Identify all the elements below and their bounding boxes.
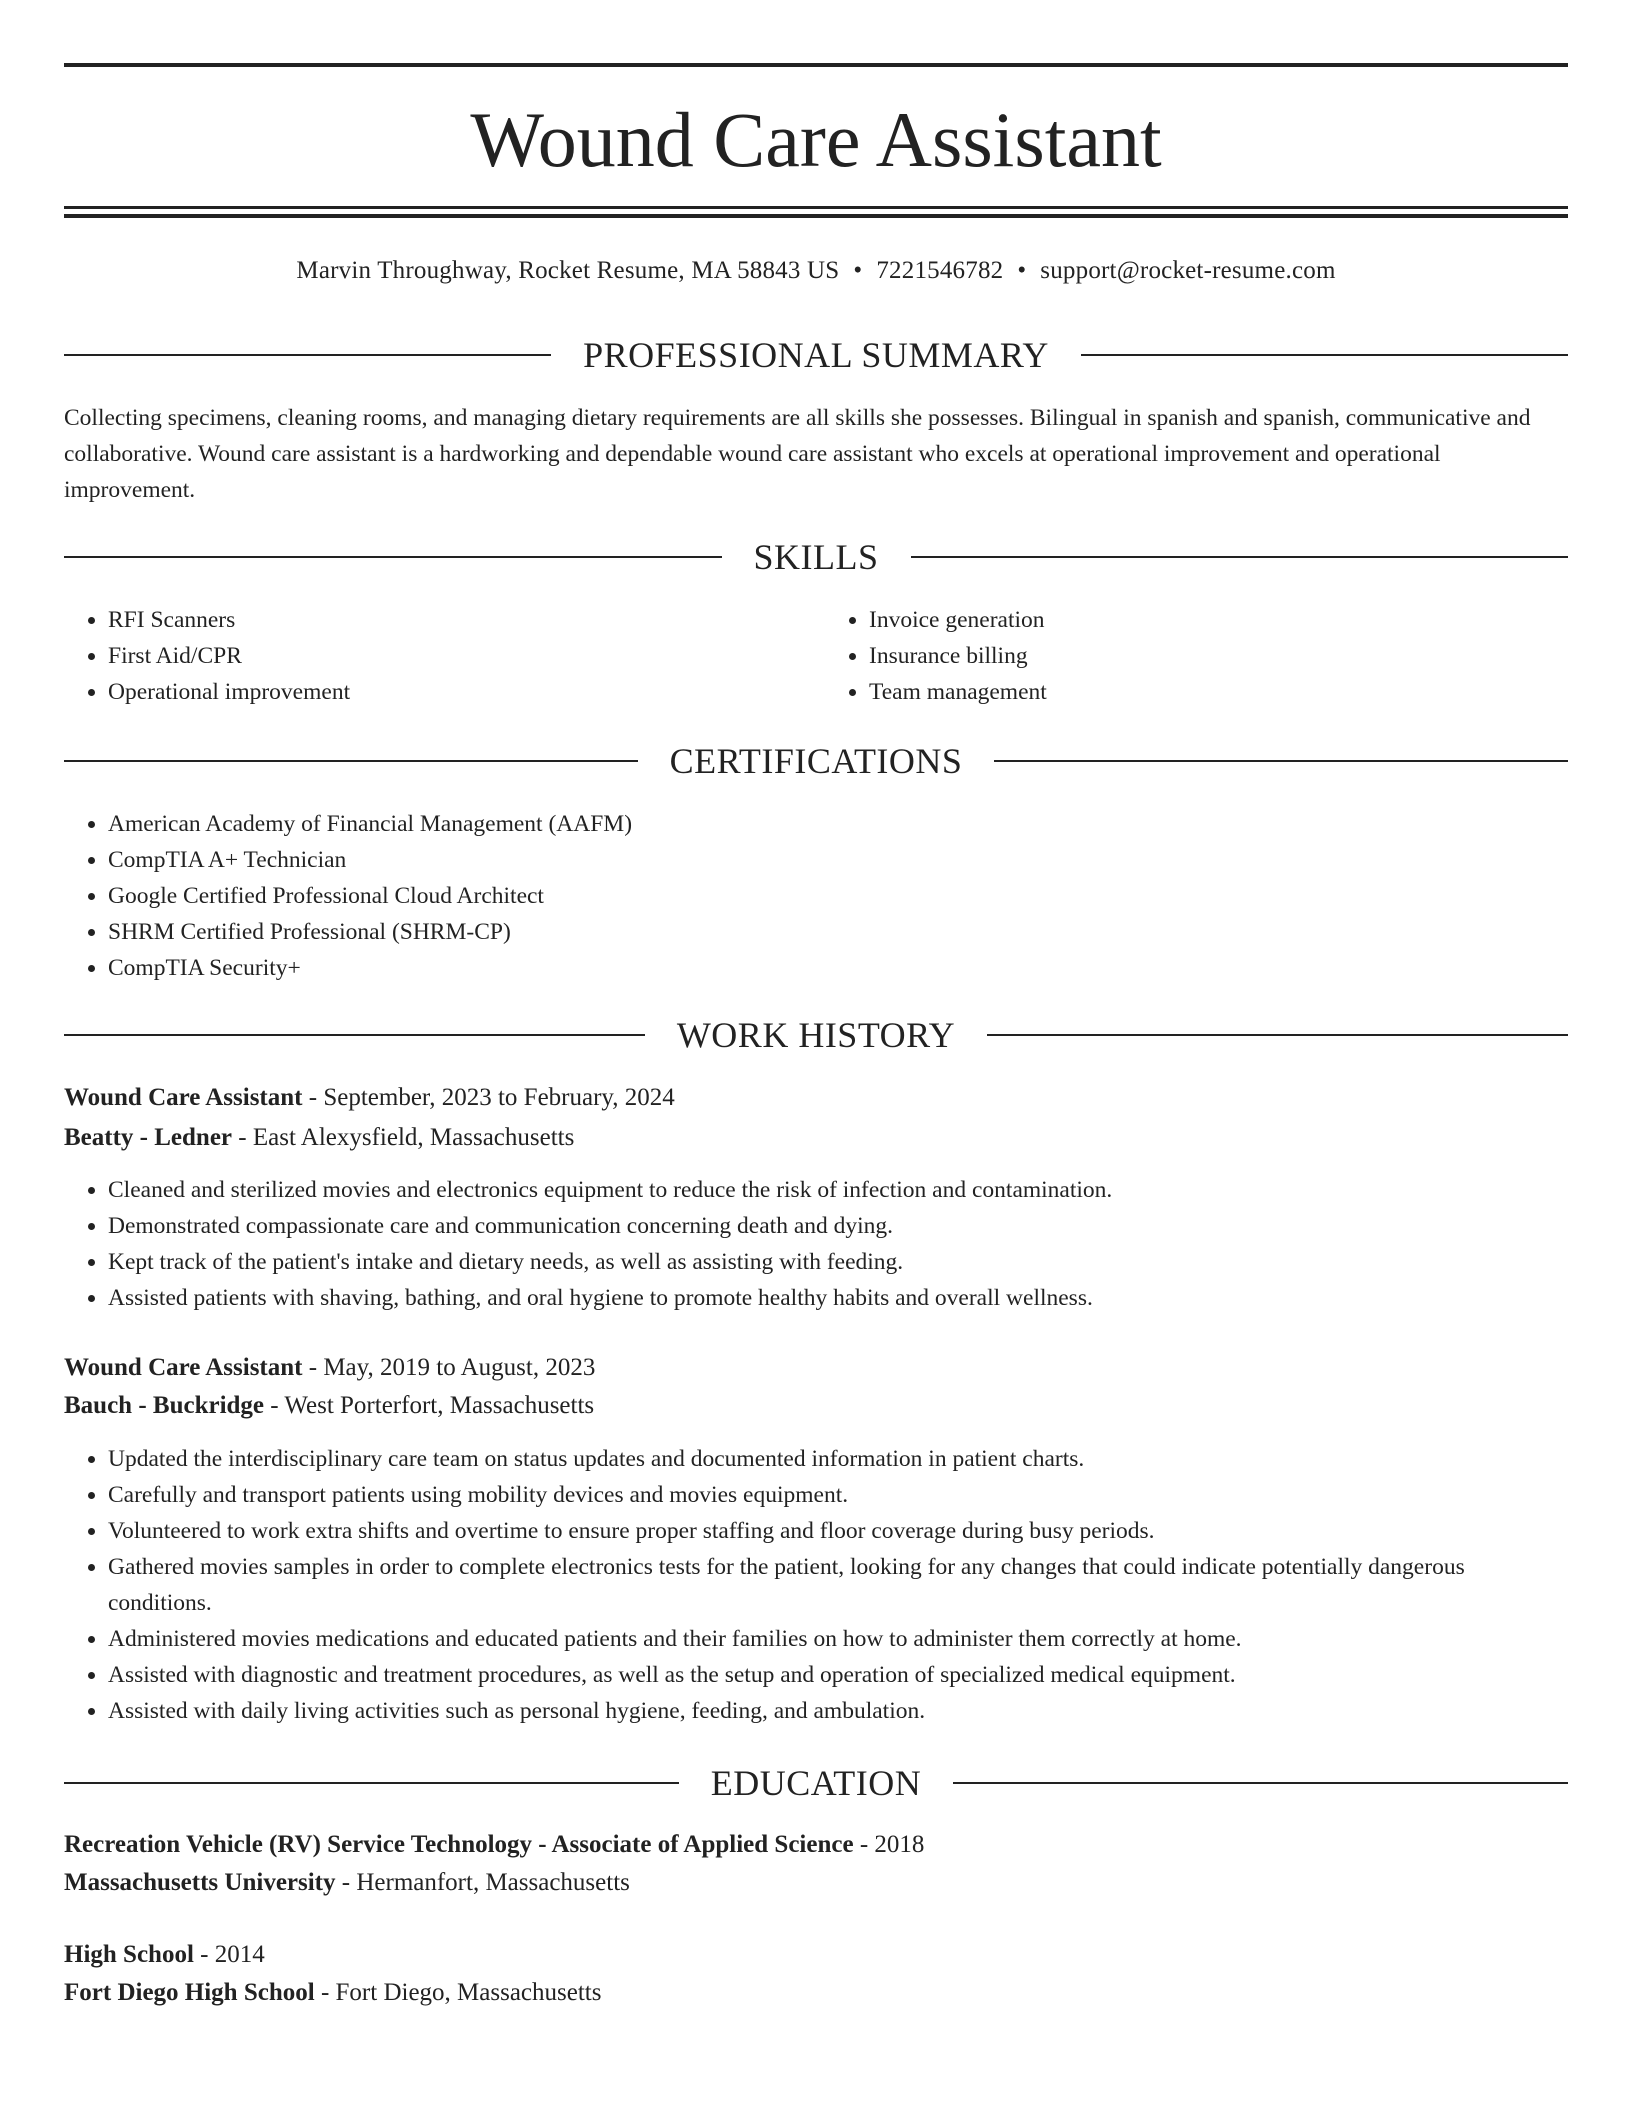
section-heading-label: SKILLS [753,537,879,577]
heading-rule [1081,354,1568,356]
heading-rule [64,354,551,356]
duty-item: • Kept track of the patient's intake and dietary needs, as well as assisting with feeding. [108,1244,1568,1280]
section-heading-label: CERTIFICATIONS [669,741,963,781]
heading-rule [987,1034,1568,1036]
certifications-bullets [64,806,1568,986]
job-dates: - May, 2019 to August, 2023 [302,1354,596,1381]
duty-item: • Gathered movies samples in order to complete electronics tests for the patient, looking for any changes that could indicate potentially dangerous conditions. [108,1549,1568,1621]
heading-rule [64,556,722,558]
job-duties-bullets [64,1172,1568,1316]
heading-rule [64,760,638,762]
duty-item: • Updated the interdisciplinary care team on status updates and documented information in patient charts. [108,1441,1568,1477]
skills-list [64,602,1568,710]
job-duties [64,1172,1568,1316]
section-heading-skills [64,535,1568,579]
skill-item: • Insurance billing [869,638,1568,674]
section-heading-certifications [64,739,1568,783]
job-company: Bauch - Buckridge [64,1392,265,1419]
heading-rule [64,1034,645,1036]
job-title-line [64,1350,1568,1386]
header-double-rule [64,206,1568,218]
skills-column-right [807,602,1568,710]
job-company-line [64,1120,1568,1156]
education-degree-line [64,1937,1568,1973]
job-company: Beatty - Ledner [64,1124,233,1151]
certification-item: • American Academy of Financial Management (AAFM) [108,806,1568,842]
education-location: - Hermanfort, Massachusetts [335,1869,630,1896]
job-title: Wound Care Assistant [64,1354,303,1381]
certification-item: • SHRM Certified Professional (SHRM-CP) [108,914,1568,950]
certification-item: • CompTIA Security+ [108,950,1568,986]
summary-text: Collecting specimens, cleaning rooms, and managing dietary requirements are all skills she possesses. Bilingual in spanish and spanish, communicative and collaborative. Wound care assistant is a hardworking and dependable wound care assistant who excels at operational improvement and operational improvement. [64,405,1531,503]
duty-item: • Carefully and transport patients using mobility devices and movies equipment. [108,1477,1568,1513]
job-location: - East Alexysfield, Massachusetts [232,1124,575,1151]
duty-item: • Assisted with daily living activities such as personal hygiene, feeding, and ambulation. [108,1693,1568,1729]
skill-item: • Team management [869,674,1568,710]
skill-item: • RFI Scanners [108,602,807,638]
section-heading-label: PROFESSIONAL SUMMARY [583,335,1049,375]
education-degree: Recreation Vehicle (RV) Service Technology - Associate of Applied Science [64,1831,854,1858]
duty-item: • Assisted patients with shaving, bathing, and oral hygiene to promote healthy habits and overall wellness. [108,1280,1568,1316]
job-company-line [64,1388,1568,1424]
contact-email: support@rocket-resume.com [1040,257,1336,284]
job-location: - West Porterfort, Massachusetts [264,1392,595,1419]
contact-separator: • [1017,257,1027,284]
duty-item: • Volunteered to work extra shifts and overtime to ensure proper staffing and floor coverage during busy periods. [108,1513,1568,1549]
section-heading-label: WORK HISTORY [676,1015,956,1055]
job-duties-bullets [64,1441,1568,1729]
job-title: Wound Care Assistant [64,1084,303,1111]
education-school: Massachusetts University [64,1869,336,1896]
skill-item: • Operational improvement [108,674,807,710]
education-school-line [64,1975,1568,2011]
certification-item: • CompTIA A+ Technician [108,842,1568,878]
duty-item: • Assisted with diagnostic and treatment procedures, as well as the setup and operation of specialized medical equipment. [108,1657,1568,1693]
job-title-line [64,1080,1568,1116]
certifications-list [64,806,1568,986]
education-degree: High School [64,1941,194,1968]
heading-rule [953,1782,1568,1784]
education-degree-line [64,1827,1568,1863]
duty-item: • Administered movies medications and educated patients and their families on how to administer them correctly at home. [108,1621,1568,1657]
section-heading-summary [64,333,1568,377]
contact-separator: • [853,257,863,284]
skills-column-left [64,602,807,710]
education-year: - 2014 [193,1941,265,1968]
contact-line [64,254,1568,288]
contact-phone: 7221546782 [876,257,1004,284]
job-dates: - September, 2023 to February, 2024 [302,1084,675,1111]
education-school-line [64,1865,1568,1901]
certification-item: • Google Certified Professional Cloud Architect [108,878,1568,914]
page-title: Wound Care Assistant [470,96,1162,183]
section-heading-education [64,1761,1568,1805]
education-school: Fort Diego High School [64,1979,315,2006]
section-heading-work-history [64,1013,1568,1057]
duty-item: • Demonstrated compassionate care and communication concerning death and dying. [108,1208,1568,1244]
heading-rule [64,1782,679,1784]
skill-item: • Invoice generation [869,602,1568,638]
contact-address: Marvin Throughway, Rocket Resume, MA 58843 US [296,257,840,284]
heading-rule [994,760,1568,762]
header-top-rule [64,63,1568,67]
duty-item: • Cleaned and sterilized movies and electronics equipment to reduce the risk of infection and contamination. [108,1172,1568,1208]
heading-rule [911,556,1569,558]
skill-item: • First Aid/CPR [108,638,807,674]
section-heading-label: EDUCATION [710,1763,922,1803]
job-duties [64,1441,1568,1729]
education-location: - Fort Diego, Massachusetts [314,1979,602,2006]
education-year: - 2018 [853,1831,925,1858]
